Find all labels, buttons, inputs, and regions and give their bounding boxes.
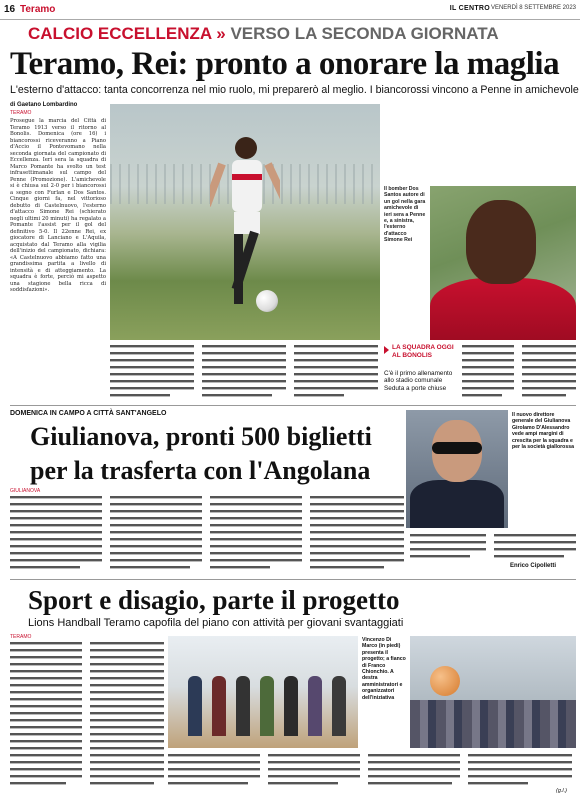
photo-sunglasses bbox=[432, 442, 482, 454]
section-name: Teramo bbox=[20, 4, 56, 15]
article3-subhead: Lions Handball Teramo capofila del piano con attività per giovani svantaggiati bbox=[28, 617, 404, 629]
photo-simone-rei bbox=[110, 104, 380, 340]
photo-person bbox=[188, 676, 202, 736]
photo-person bbox=[236, 676, 250, 736]
photo-dos-santos bbox=[430, 186, 576, 340]
photo-dalessandro bbox=[406, 410, 508, 528]
box-side-columns bbox=[462, 343, 576, 401]
photo-shirt bbox=[430, 278, 576, 340]
article2-text-columns bbox=[10, 494, 404, 572]
article2-headline-line1: Giulianova, pronti 500 biglietti bbox=[30, 422, 372, 451]
page-number: 16 bbox=[4, 4, 16, 15]
kicker-gray: VERSO LA SECONDA GIORNATA bbox=[230, 24, 499, 43]
article3-bottom-columns bbox=[168, 752, 576, 788]
article1-kicker bbox=[28, 24, 499, 44]
publication-name: IL CENTRO bbox=[449, 5, 490, 12]
article3-place: TERAMO bbox=[10, 634, 32, 640]
photo-person bbox=[332, 676, 346, 736]
handball bbox=[430, 666, 460, 696]
article1-place: TERAMO bbox=[10, 110, 32, 116]
box-heading: LA SQUADRA OGGI AL BONOLIS bbox=[392, 344, 454, 359]
article3-headline: Sport e disagio, parte il progetto bbox=[28, 585, 400, 615]
kicker-red: CALCIO ECCELLENZA bbox=[28, 24, 212, 43]
divider-2 bbox=[10, 579, 576, 580]
article1-headline: Teramo, Rei: pronto a onorare la maglia bbox=[10, 46, 560, 82]
article1-subhead: L'esterno d'attacco: tanta concorrenza nel mio ruolo, mi preparerò al meglio. I biancorossi vincono a Penne in amichevole bbox=[10, 84, 579, 96]
article3-signature: (g.l.) bbox=[556, 788, 567, 794]
photo-person bbox=[284, 676, 298, 736]
photo-suit bbox=[410, 480, 504, 528]
photo-crowd bbox=[410, 700, 576, 748]
article2-kicker: DOMENICA IN CAMPO A CITTÀ SANT'ANGELO bbox=[10, 410, 167, 417]
article2-signature: Enrico Cipolletti bbox=[510, 563, 557, 569]
photo-face bbox=[466, 200, 536, 284]
article2-place: GIULIANOVA bbox=[10, 488, 41, 494]
box-text: C'è il primo allenamento allo stadio comunale Seduta a porte chiuse bbox=[384, 370, 453, 392]
kicker-separator: » bbox=[216, 24, 226, 43]
caption-dalessandro: Il nuovo direttore generale del Giulianova Girolamo D'Alessandro vede ampi margini di crescita per la squadra e per la società giallorossa bbox=[512, 412, 574, 451]
divider-1 bbox=[10, 405, 576, 406]
photo-person bbox=[308, 676, 322, 736]
article2-headline-line2: per la trasferta con l'Angolana bbox=[30, 456, 371, 485]
article2-side-columns bbox=[410, 532, 576, 562]
article1-text-columns bbox=[110, 343, 380, 401]
article1-byline: di Gaetano Lombardino bbox=[10, 102, 78, 108]
photo-handball bbox=[410, 636, 576, 748]
page-header bbox=[0, 0, 580, 20]
publication-date: VENERDÌ 8 SETTEMBRE 2023 bbox=[490, 5, 576, 11]
photo-person bbox=[260, 676, 274, 736]
football bbox=[256, 290, 278, 312]
caption-presentation: Vincenzo Di Marco (in piedi) presenta il progetto; a fianco di Franco Chionchio. A destra amministratori e organizzatori dell'iniziativa bbox=[362, 637, 406, 701]
photo-person bbox=[212, 676, 226, 736]
article1-column-1: Prosegue la marcia del Città di Teramo 1913 verso il ritorno al Bonolis. Domenica (ore 16) i biancorossi riceveranno a Piano d'Accio il Pontevomano nella seconda giornata del campionato di Eccellenza. Ieri sera la squadra di Marco Pomante ha svolto un test infrasettimanale sul campo del Penne (Promozione). L'amichevole si è chiusa sul 2-0 per i biancorossi a segno con Furlan e Dos Santos. Cinque giorni fa, nel vittorioso debutto di Castelnuovo, l'esterno d'attacco Simone Rei (schierato negli ultimi 20 minuti) ha regalato a Pomante l'assist per il gol del definitivo 5-0. Il 22enne Rei, ex giocatore di Lanciano e L'Aquila, acquistato dal Teramo alla vigilia dell'inizio del campionato, dichiara: «A Castelnuovo abbiamo fatto una grandissima partita a livello di intensità e di atteggiamento. La squadra è forte, perciò mi aspetto una stagione bella ricca di soddisfazioni». bbox=[10, 118, 106, 293]
caption-rei: Il bomber Dos Santos autore di un gol nella gara amichevole di ieri sera a Penne e, a sinistra, l'esterno d'attacco Simone Rei bbox=[384, 186, 426, 244]
article3-text-columns bbox=[10, 640, 164, 790]
photo-presentation bbox=[168, 636, 358, 748]
